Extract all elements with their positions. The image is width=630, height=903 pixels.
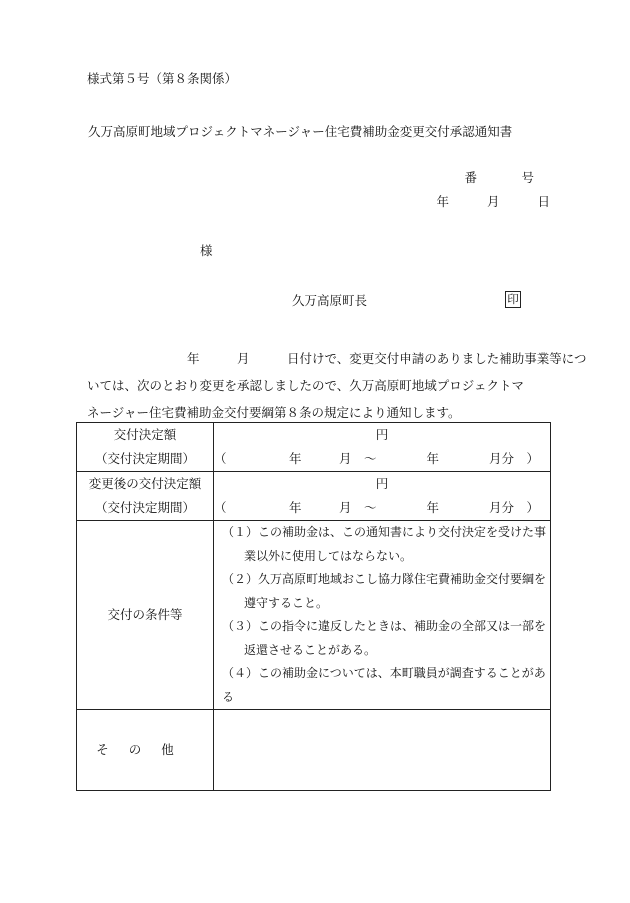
changed-amount-cell [214, 472, 551, 521]
grant-table [76, 422, 551, 791]
changed-period-label: （交付決定期間） [94, 500, 195, 515]
condition-1-cont: 業以外に使用してはならない。 [244, 548, 413, 563]
other-value [214, 710, 551, 791]
grant-period-label: （交付決定期間） [94, 451, 195, 466]
issuer-name: 久万高原町長 [292, 293, 368, 308]
notice-body [87, 345, 587, 426]
document-title: 久万高原町地域プロジェクトマネージャー住宅費補助金変更交付承認通知書 [88, 124, 513, 139]
condition-2: （２）久万高原町地域おこし協力隊住宅費補助金交付要綱を [222, 572, 547, 586]
body-line-3: ネージャー住宅費補助金交付要綱第８条の規定により通知します。 [87, 405, 461, 420]
grant-amount-label: 交付決定額 [113, 427, 177, 442]
other-label-cell [77, 710, 214, 791]
changed-amount-label: 変更後の交付決定額 [88, 476, 202, 491]
table-row [77, 710, 551, 791]
condition-2-cont: 遵守すること。 [244, 595, 329, 610]
grant-amount-yen: 円 [375, 427, 389, 442]
condition-3: （３）この指令に違反したときは、補助金の全部又は一部を [222, 619, 547, 633]
table-row [77, 423, 551, 472]
table-row [77, 521, 551, 710]
conditions-label: 交付の条件等 [77, 521, 214, 710]
form-number: 様式第５号（第８条関係） [87, 71, 238, 86]
body-line-1: 年 月 日付けで、変更交付申請のありました補助事業等につ [87, 351, 587, 366]
table-row [77, 472, 551, 521]
grant-amount-label-cell [77, 423, 214, 472]
condition-1: （１）この補助金は、この通知書により交付決定を受けた事 [222, 525, 547, 539]
seal-mark: 印 [505, 291, 521, 308]
changed-amount-yen: 円 [375, 476, 389, 491]
grant-period-value: （ 年 月 ～ 年 月分 ） [214, 451, 540, 466]
date-year-label: 年 [436, 194, 449, 209]
changed-period-value: （ 年 月 ～ 年 月分 ） [214, 500, 540, 515]
addressee-suffix: 様 [200, 243, 213, 258]
issue-date [436, 192, 550, 210]
condition-4: （４）この補助金については、本町職員が調査することがある [222, 666, 546, 704]
date-day-label: 日 [537, 194, 550, 209]
other-label: その他 [96, 742, 194, 757]
body-line-2: いては、次のとおり変更を承認しましたので、久万高原町地域プロジェクトマ [87, 378, 525, 393]
date-month-label: 月 [486, 194, 500, 209]
condition-3-cont: 返還させることがある。 [244, 642, 377, 657]
grant-amount-cell [214, 423, 551, 472]
changed-amount-label-cell [77, 472, 214, 521]
conditions-cell [214, 521, 551, 710]
document-number-label: 番 号 [464, 170, 550, 185]
